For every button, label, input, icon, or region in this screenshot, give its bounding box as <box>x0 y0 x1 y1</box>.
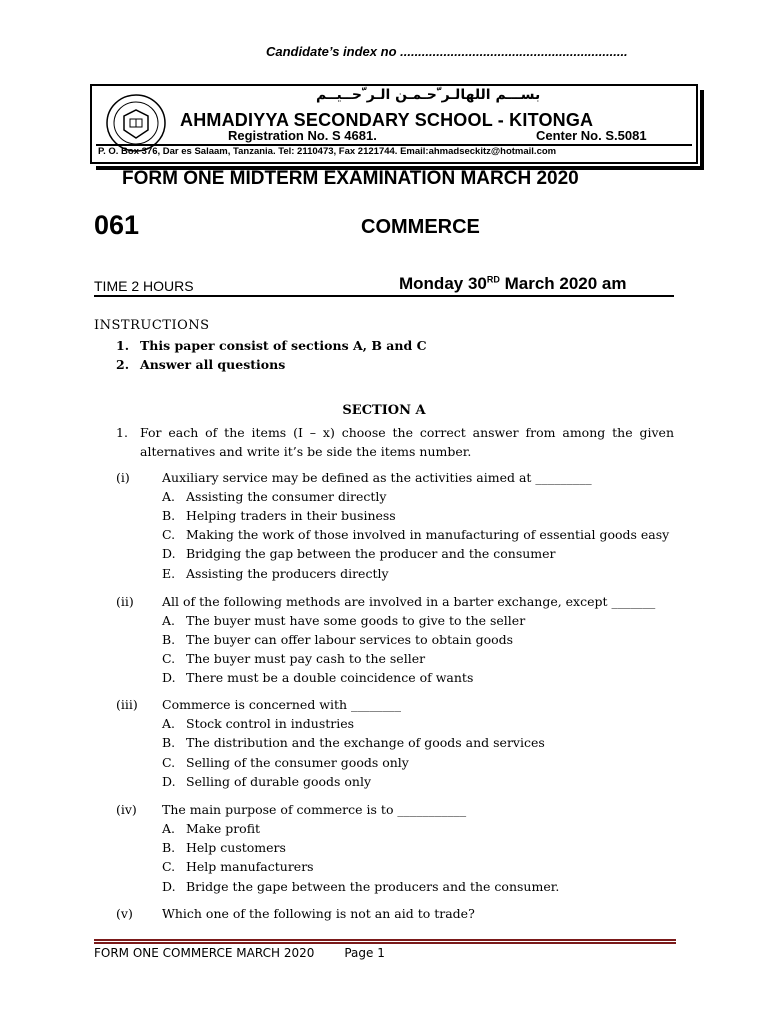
answer-option: B. The buyer can offer labour services to obtain goods <box>162 632 514 647</box>
item-number: (ii) <box>116 594 134 609</box>
footer-rule <box>94 939 676 941</box>
registration-number: Registration No. S 4681. <box>228 128 377 143</box>
exam-title: FORM ONE MIDTERM EXAMINATION MARCH 2020 <box>122 168 579 189</box>
question-stem: Auxiliary service may be defined as the activities aimed at _________ <box>162 470 592 485</box>
question-stem: Which one of the following is not an aid to trade? <box>162 906 475 921</box>
answer-option: C. The buyer must pay cash to the seller <box>162 651 426 666</box>
answer-option: C. Help manufacturers <box>162 859 314 874</box>
question-stem: The main purpose of commerce is to ___________ <box>162 802 467 817</box>
instructions-heading: INSTRUCTIONS <box>94 318 210 333</box>
question-stem: Commerce is concerned with ________ <box>162 697 402 712</box>
footer-text: FORM ONE COMMERCE MARCH 2020 <box>94 946 315 960</box>
exam-date: Monday 30RD March 2020 am <box>399 274 627 293</box>
item-number: (iii) <box>116 697 138 712</box>
answer-option: A. Assisting the consumer directly <box>162 489 387 504</box>
answer-option: A. Make profit <box>162 821 261 836</box>
answer-option: D. Bridge the gape between the producers and the consumer. <box>162 879 560 894</box>
question-1-instructions: 1. For each of the items (I – x) choose the correct answer from among the given alternatives and write it’s be side the items number. <box>116 425 674 459</box>
instruction-item: 2. Answer all questions <box>116 357 286 372</box>
bismillah-text: بســـم اللهالـر ّحـمـن الـر ّحــيــم <box>316 87 541 103</box>
exam-duration: TIME 2 HOURS <box>94 278 194 294</box>
answer-option: E. Assisting the producers directly <box>162 566 389 581</box>
answer-option: D. Bridging the gap between the producer and the consumer <box>162 546 556 561</box>
answer-option: C. Selling of the consumer goods only <box>162 755 409 770</box>
footer-rule <box>94 942 676 944</box>
answer-option: B. The distribution and the exchange of goods and services <box>162 735 545 750</box>
answer-option: D. Selling of durable goods only <box>162 774 372 789</box>
page-footer <box>94 946 385 960</box>
subject-name: COMMERCE <box>361 216 480 238</box>
question-stem: All of the following methods are involved in a barter exchange, except _______ <box>162 594 656 609</box>
item-number: (i) <box>116 470 130 485</box>
item-number: (v) <box>116 906 133 921</box>
subject-code: 061 <box>94 210 140 240</box>
answer-option: D. There must be a double coincidence of wants <box>162 670 474 685</box>
answer-option: C. Making the work of those involved in manufacturing of essential goods easy <box>162 527 670 542</box>
center-number: Center No. S.5081 <box>536 128 647 143</box>
school-name: AHMADIYYA SECONDARY SCHOOL - KITONGA <box>180 110 594 130</box>
instruction-item: 1. This paper consist of sections A, B and C <box>116 338 427 353</box>
answer-option: A. Stock control in industries <box>162 716 355 731</box>
candidate-index-line: Candidate’s index no ............................................................... <box>266 44 628 59</box>
answer-option: B. Help customers <box>162 840 286 855</box>
item-number: (iv) <box>116 802 137 817</box>
school-address: P. O. Box 376, Dar es Salaam, Tanzania. Tel: 2110473, Fax 2121744. Email:ahmadseckitz@hotmail.com <box>98 146 557 157</box>
answer-option: A. The buyer must have some goods to give to the seller <box>162 613 526 628</box>
page-number: Page 1 <box>344 946 385 960</box>
section-a-heading: SECTION A <box>342 403 426 418</box>
answer-option: B. Helping traders in their business <box>162 508 396 523</box>
time-date-underline <box>94 295 674 297</box>
